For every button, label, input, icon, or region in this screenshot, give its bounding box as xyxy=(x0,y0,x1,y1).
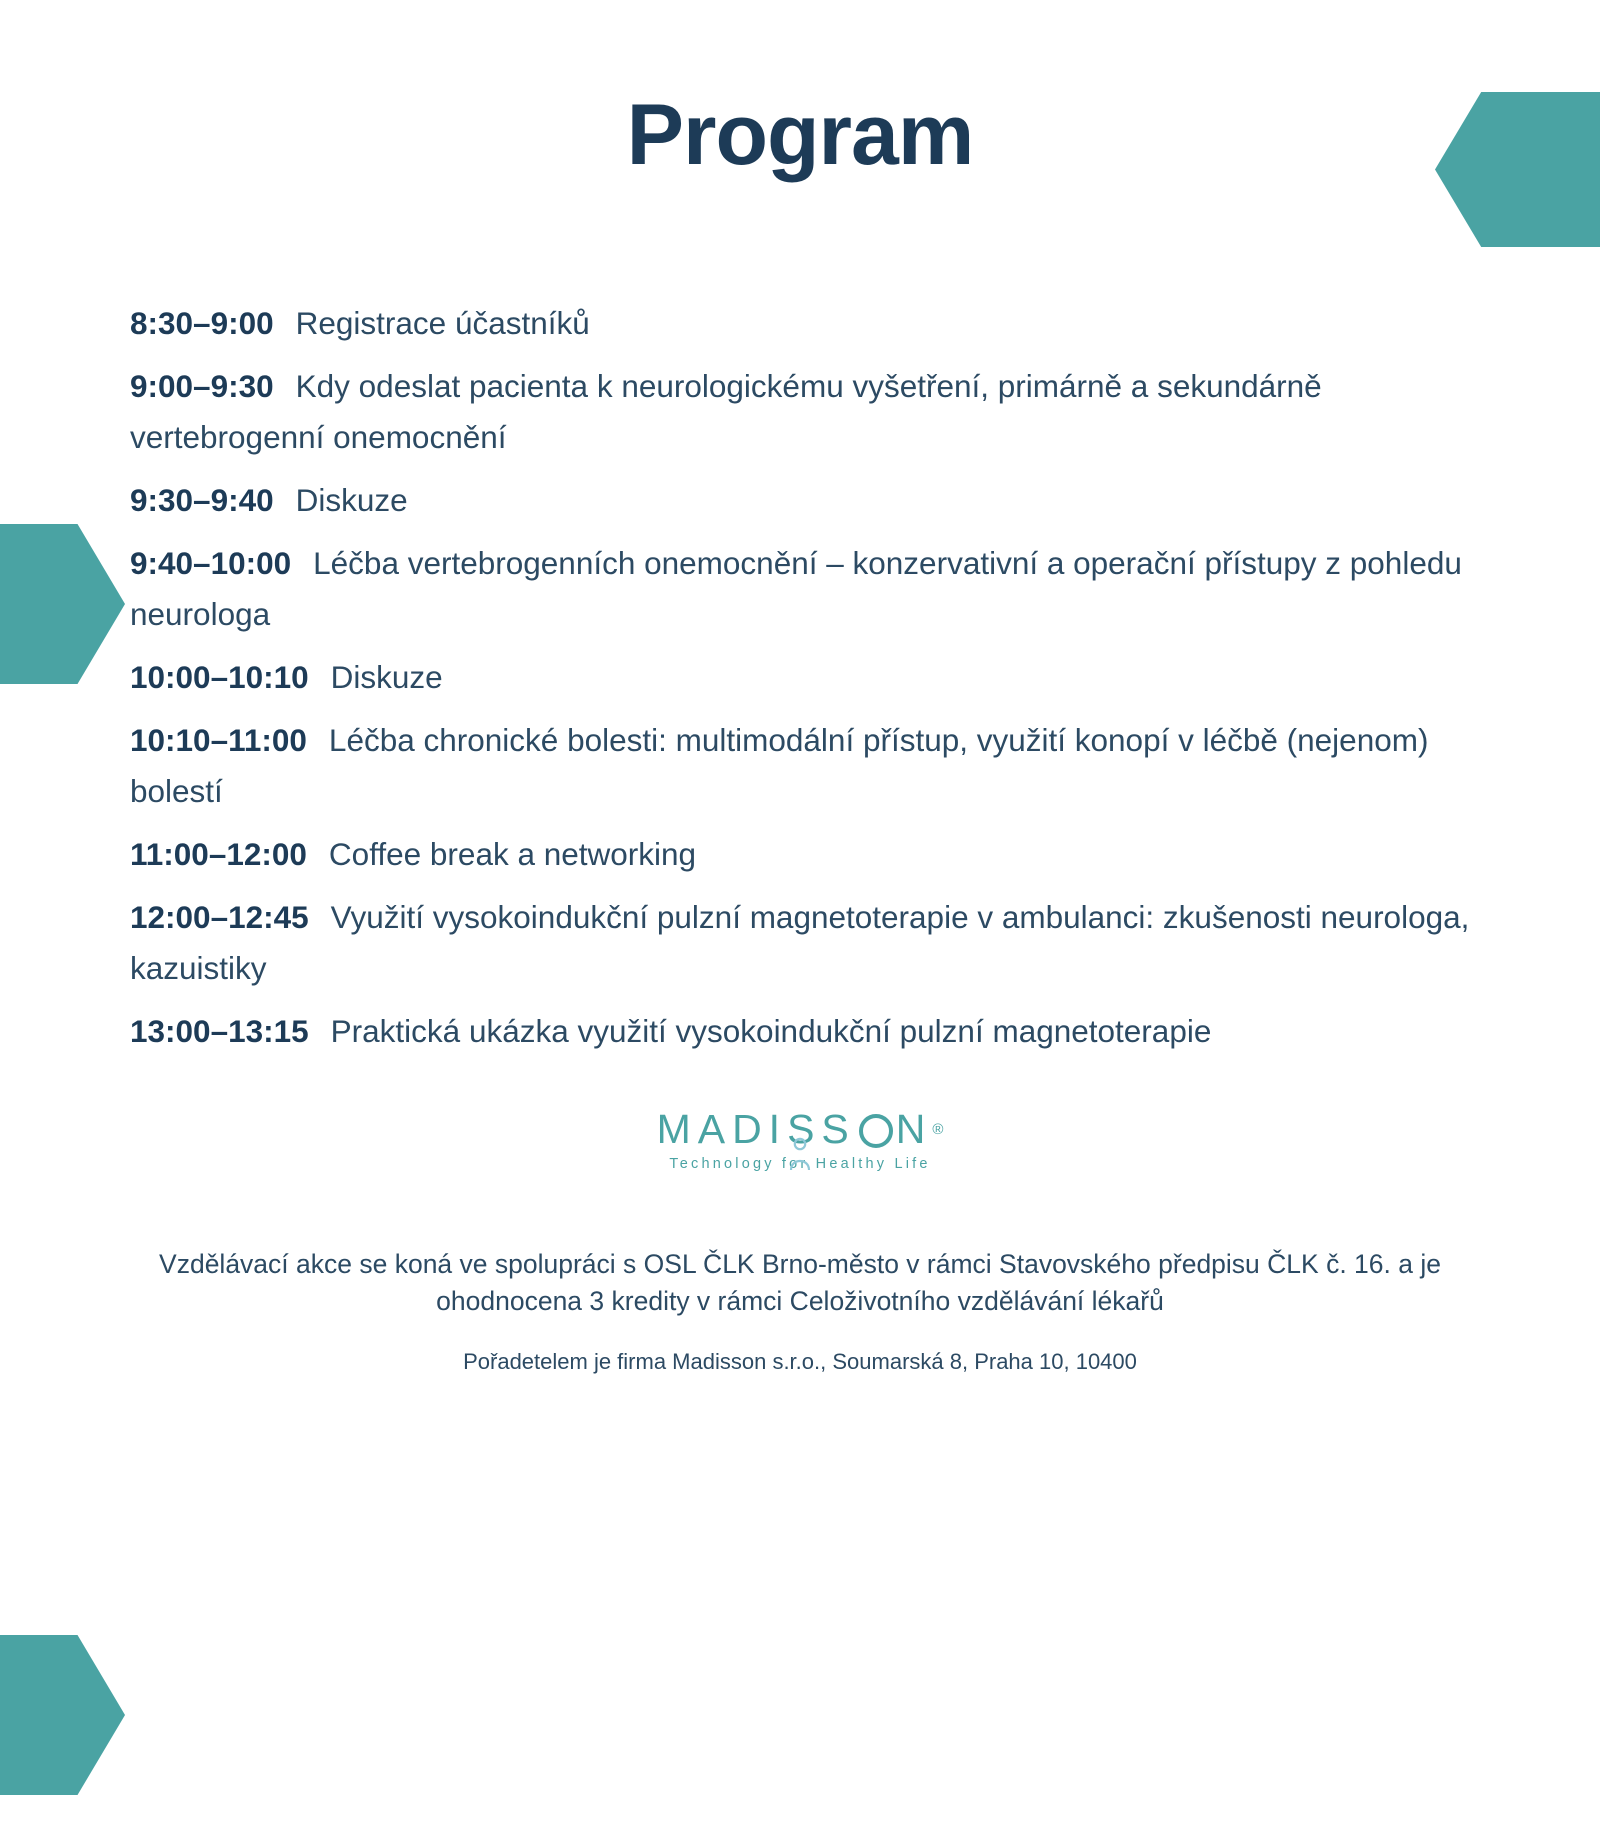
program-poster xyxy=(0,87,1600,1375)
program-row xyxy=(130,715,1470,817)
program-time: 12:00–12:45 xyxy=(130,899,309,936)
program-time: 10:00–10:10 xyxy=(130,659,309,696)
program-time: 8:30–9:00 xyxy=(130,305,274,341)
program-row xyxy=(130,538,1470,640)
footer xyxy=(130,1246,1470,1375)
page-title: Program xyxy=(626,87,974,183)
program-row xyxy=(130,1006,1470,1057)
logo-text-secondary: N xyxy=(895,1106,933,1153)
program-schedule-list xyxy=(130,298,1470,1057)
logo-tagline: Technology for Healthy Life xyxy=(669,1156,931,1173)
program-time: 9:40–10:00 xyxy=(130,545,292,582)
program-description: Registrace účastníků xyxy=(295,305,590,341)
program-description: Kdy odeslat pacienta k neurologickému vyšetření, primárně a sekundárně vertebrogenní onemocnění xyxy=(130,368,1322,456)
logo-text-primary: MADISS xyxy=(656,1106,856,1153)
program-description: Diskuze xyxy=(330,659,443,696)
program-description: Praktická ukázka využití vysokoindukční pulzní magnetoterapie xyxy=(330,1013,1212,1050)
brand-logo xyxy=(130,1106,1470,1173)
program-time: 9:00–9:30 xyxy=(130,368,274,405)
registered-trademark-icon: ® xyxy=(932,1121,944,1139)
program-description: Coffee break a networking xyxy=(328,836,697,873)
footer-accreditation-text: Vzdělávací akce se koná ve spolupráci s OSL ČLK Brno-město v rámci Stavovského předpisu ČLK č. 16. a je ohodnocena 3 kredity v rámci Celoživotního vzdělávání lékařů xyxy=(159,1249,1441,1316)
program-description: Využití vysokoindukční pulzní magnetoterapie v ambulanci: zkušenosti neurologa, kazuistiky xyxy=(130,899,1470,987)
program-time: 9:30–9:40 xyxy=(130,482,274,519)
program-time: 11:00–12:00 xyxy=(130,836,307,873)
footer-organizer-text: Pořadetelem je firma Madisson s.r.o., Soumarská 8, Praha 10, 10400 xyxy=(463,1349,1137,1375)
decorative-chevron-bottom-left xyxy=(0,1635,125,1795)
program-row xyxy=(130,892,1470,994)
program-row xyxy=(130,475,1470,526)
logo-circle-icon xyxy=(859,1114,893,1148)
program-description: Diskuze xyxy=(295,482,408,519)
person-icon xyxy=(787,1137,813,1176)
program-row xyxy=(130,652,1470,703)
program-row xyxy=(130,298,1470,349)
program-time: 13:00–13:15 xyxy=(130,1013,309,1050)
program-description: Léčba chronické bolesti: multimodální přístup, využití konopí v léčbě (nejenom) bolestí xyxy=(130,722,1429,810)
program-time: 10:10–11:00 xyxy=(130,722,307,759)
program-description: Léčba vertebrogenních onemocnění – konzervativní a operační přístupy z pohledu neurologa xyxy=(130,545,1462,633)
program-row xyxy=(130,829,1470,880)
program-row xyxy=(130,361,1470,463)
